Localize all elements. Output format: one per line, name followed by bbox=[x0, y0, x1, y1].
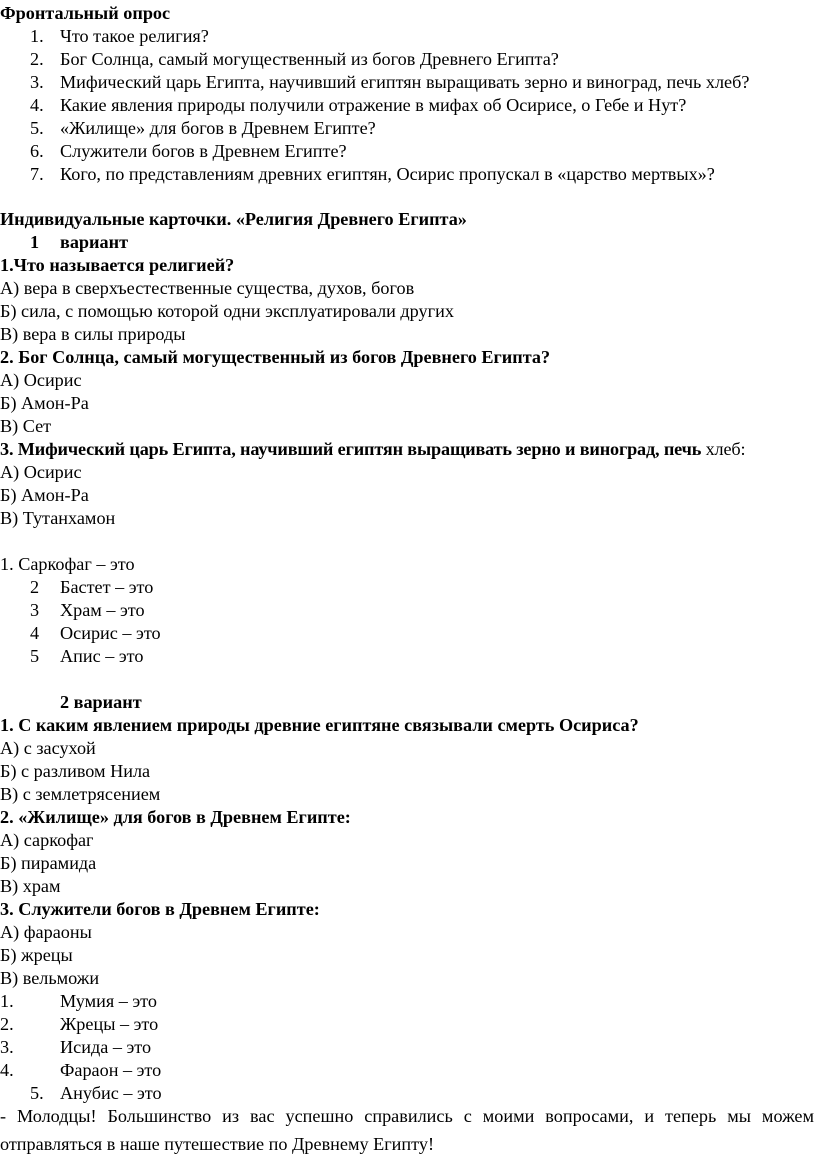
v1-q3-option-a: А) Осирис bbox=[0, 462, 82, 482]
v1-q1-option-a: А) вера в сверхъестественные существа, духов, богов bbox=[0, 278, 415, 298]
v1-q1-option-b: Б) сила, с помощью которой одни эксплуатировали других bbox=[0, 301, 454, 321]
v1-q3-option-b: Б) Амон-Ра bbox=[0, 485, 89, 505]
frontal-item-number: 7. bbox=[30, 164, 44, 184]
frontal-item-number: 6. bbox=[30, 141, 44, 161]
v2-question-3: 3. Служители богов в Древнем Египте: bbox=[0, 899, 320, 919]
frontal-item-text: Что такое религия? bbox=[60, 26, 209, 46]
v2-q3-option-c: В) вельможи bbox=[0, 968, 100, 988]
v1-question-3-bold: 3. Мифический царь Египта, научивший египтян выращивать зерно и виноград, печь bbox=[0, 439, 702, 459]
section-title-frontal: Фронтальный опрос bbox=[0, 3, 171, 23]
v2-term-text: Мумия – это bbox=[60, 991, 157, 1011]
v2-term-text: Анубис – это bbox=[60, 1083, 162, 1103]
v1-term-text: Храм – это bbox=[60, 600, 145, 620]
v2-q2-option-b: Б) пирамида bbox=[0, 853, 97, 873]
v2-q1-option-a: А) с засухой bbox=[0, 738, 96, 758]
variant-1-label: вариант bbox=[60, 232, 129, 252]
v2-q3-option-a: А) фараоны bbox=[0, 922, 92, 942]
v2-term-number: 2. bbox=[0, 1014, 14, 1034]
v1-question-2: 2. Бог Солнца, самый могущественный из богов Древнего Египта? bbox=[0, 347, 551, 367]
v2-term-number: 1. bbox=[0, 991, 14, 1011]
v1-term-text: Бастет – это bbox=[60, 577, 154, 597]
section-title-cards: Индивидуальные карточки. «Религия Древнего Египта» bbox=[0, 209, 467, 229]
v1-term-number: 2 bbox=[30, 577, 40, 597]
v2-question-2: 2. «Жилище» для богов в Древнем Египте: bbox=[0, 807, 351, 827]
v2-q1-option-c: В) с землетрясением bbox=[0, 784, 161, 804]
v2-question-1: 1. С каким явлением природы древние египтяне связывали смерть Осириса? bbox=[0, 715, 639, 735]
v1-term-text: Осирис – это bbox=[60, 623, 161, 643]
v2-term-text: Жрецы – это bbox=[60, 1014, 159, 1034]
closing-line-2: отправляться в наше путешествие по Древнему Египту! bbox=[0, 1134, 435, 1154]
frontal-item-text: Служители богов в Древнем Египте? bbox=[60, 141, 347, 161]
v1-question-1: 1.Что называется религией? bbox=[0, 255, 235, 275]
v2-term-number: 3. bbox=[0, 1037, 14, 1057]
v2-q3-option-b: Б) жрецы bbox=[0, 945, 73, 965]
frontal-item-number: 2. bbox=[30, 49, 44, 69]
v1-term-number: 4 bbox=[30, 623, 40, 643]
v1-question-3-rest: хлеб: bbox=[701, 439, 746, 459]
v1-term-number: 3 bbox=[30, 600, 40, 620]
frontal-item-text: Какие явления природы получили отражение в мифах об Осирисе, о Гебе и Нут? bbox=[60, 95, 687, 115]
v2-term-text: Исида – это bbox=[60, 1037, 152, 1057]
v1-term-text: Апис – это bbox=[60, 646, 144, 666]
v1-q1-option-c: В) вера в силы природы bbox=[0, 324, 186, 344]
v2-q2-option-c: В) храм bbox=[0, 876, 61, 896]
v2-q2-option-a: А) саркофаг bbox=[0, 830, 94, 850]
frontal-item-text: Бог Солнца, самый могущественный из богов Древнего Египта? bbox=[60, 49, 559, 69]
v2-q1-option-b: Б) с разливом Нила bbox=[0, 761, 151, 781]
v1-q2-option-a: А) Осирис bbox=[0, 370, 82, 390]
v1-term-1: 1. Саркофаг – это bbox=[0, 554, 135, 574]
frontal-item-number: 3. bbox=[30, 72, 44, 92]
frontal-item-text: Кого, по представлениям древних египтян, Осирис пропускал в «царство мертвых»? bbox=[60, 164, 715, 184]
v1-question-3 bbox=[0, 438, 745, 461]
closing-line-1: - Молодцы! Большинство из вас успешно справились с моими вопросами, и теперь мы можем bbox=[0, 1106, 814, 1126]
variant-1-number: 1 bbox=[30, 232, 40, 252]
v1-term-number: 5 bbox=[30, 646, 40, 666]
frontal-item-number: 5. bbox=[30, 118, 44, 138]
v2-term-number: 4. bbox=[0, 1060, 14, 1080]
v1-q3-option-c: В) Тутанхамон bbox=[0, 508, 116, 528]
v2-term-number: 5. bbox=[30, 1083, 44, 1103]
frontal-item-number: 1. bbox=[30, 26, 44, 46]
v1-q2-option-c: В) Сет bbox=[0, 416, 52, 436]
v1-q2-option-b: Б) Амон-Ра bbox=[0, 393, 89, 413]
v2-term-text: Фараон – это bbox=[60, 1060, 162, 1080]
frontal-item-number: 4. bbox=[30, 95, 44, 115]
frontal-item-text: «Жилище» для богов в Древнем Египте? bbox=[60, 118, 376, 138]
variant-2-heading: 2 вариант bbox=[60, 692, 142, 712]
frontal-item-text: Мифический царь Египта, научивший египтян выращивать зерно и виноград, печь хлеб? bbox=[60, 72, 750, 92]
